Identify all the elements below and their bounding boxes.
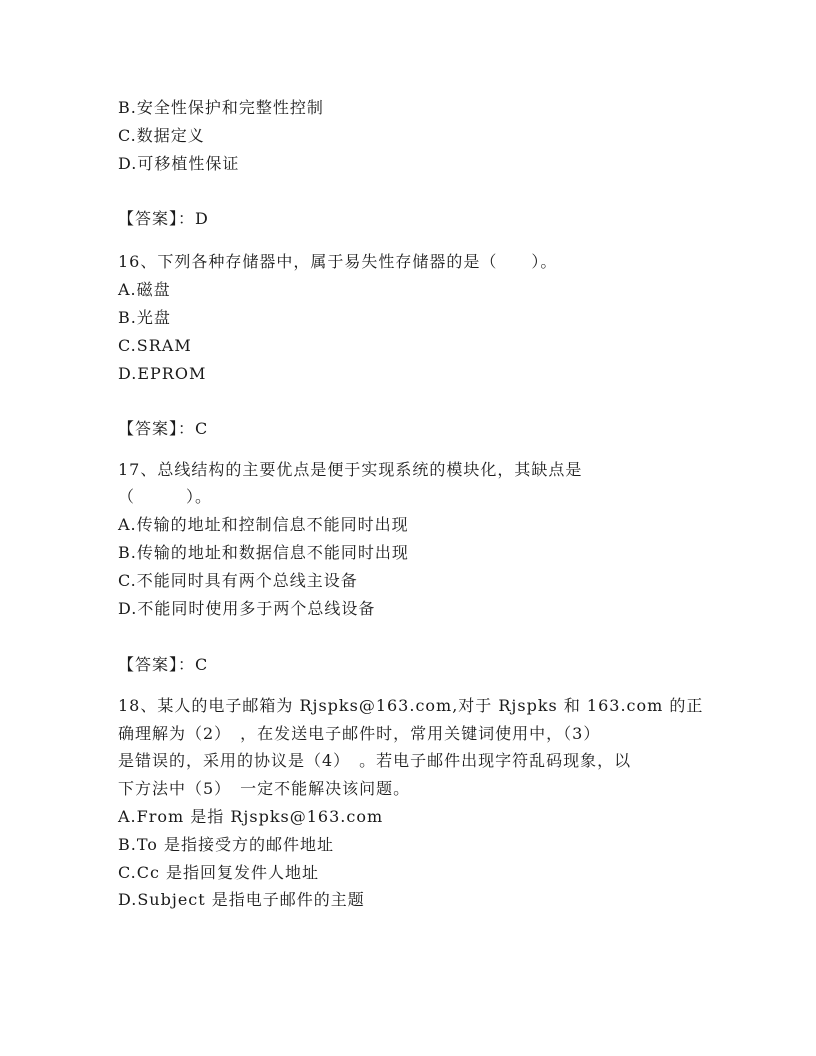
q17-option-b: B.传输的地址和数据信息不能同时出现: [118, 543, 409, 562]
q18-stem-line3: 是错误的，采用的协议是（4） 。若电子邮件出现字符乱码现象，以: [118, 751, 632, 770]
q16-option-a: A.磁盘: [118, 280, 171, 299]
q16-stem: 16、下列各种存储器中，属于易失性存储器的是（ ）。: [118, 252, 558, 271]
q17-option-c: C.不能同时具有两个总线主设备: [118, 571, 358, 590]
q18-option-d: D.Subject 是指电子邮件的主题: [118, 890, 365, 909]
q15-option-c: C.数据定义: [118, 126, 205, 145]
q16-option-c: C.SRAM: [118, 336, 192, 355]
q18-stem-line2: 确理解为（2） ，在发送电子邮件时，常用关键词使用中，（3）: [118, 724, 601, 743]
q17-stem-line1: 17、总线结构的主要优点是便于实现系统的模块化，其缺点是: [118, 460, 583, 479]
q18-option-b: B.To 是指接受方的邮件地址: [118, 835, 334, 854]
q17-answer: 【答案】：C: [118, 655, 209, 674]
q17-option-d: D.不能同时使用多于两个总线设备: [118, 599, 376, 618]
q16-option-b: B.光盘: [118, 308, 171, 327]
q18-option-c: C.Cc 是指回复发件人地址: [118, 863, 320, 882]
q18-stem-line4: 下方法中（5） 一定不能解决该问题。: [118, 779, 411, 798]
q16-option-d: D.EPROM: [118, 364, 207, 383]
q17-stem-line2: （ ）。: [118, 487, 213, 506]
q18-option-a: A.From 是指 Rjspks@163.com: [118, 807, 384, 826]
q17-option-a: A.传输的地址和控制信息不能同时出现: [118, 515, 409, 534]
q18-stem-line1: 18、某人的电子邮箱为 Rjspks@163.com,对于 Rjspks 和 163.com 的正: [118, 696, 704, 715]
q15-answer: 【答案】：D: [118, 209, 209, 228]
q15-option-d: D.可移植性保证: [118, 154, 240, 173]
q16-answer: 【答案】：C: [118, 419, 209, 438]
q15-option-b: B.安全性保护和完整性控制: [118, 98, 324, 117]
